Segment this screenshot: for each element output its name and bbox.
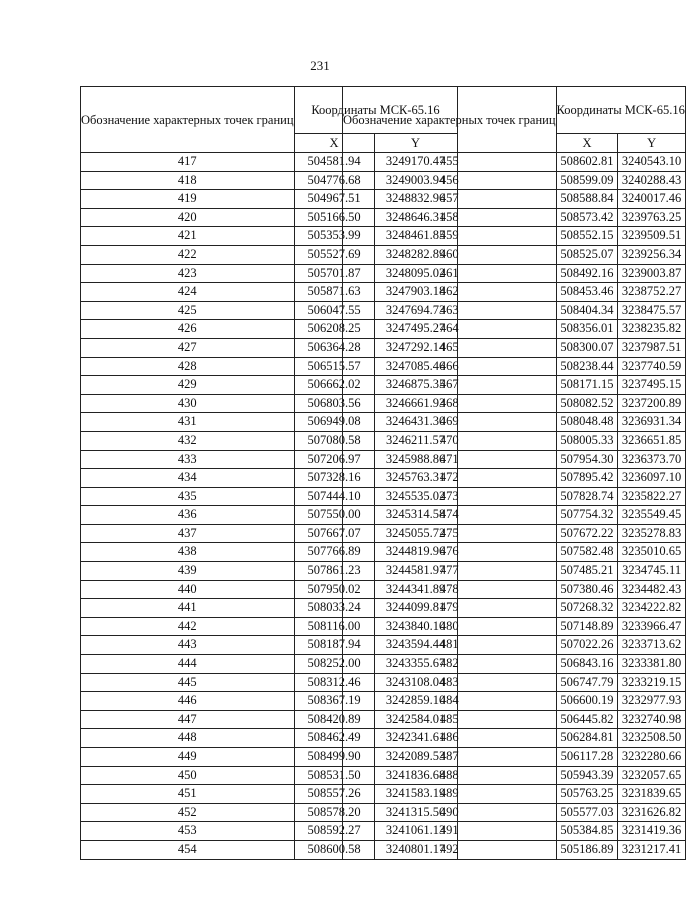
table-row (343, 413, 686, 432)
x-cell: 505701.87 (294, 264, 374, 283)
y-cell: 3238475.57 (618, 301, 685, 320)
x-cell: 507754.32 (556, 506, 618, 525)
x-cell: 506515.57 (294, 357, 374, 376)
table-row (343, 710, 686, 729)
x-cell: 508588.84 (556, 190, 618, 209)
point-id-cell: 476 (343, 543, 557, 562)
x-cell: 507861.23 (294, 562, 374, 581)
point-id-cell: 492 (343, 840, 557, 859)
x-cell: 508599.09 (556, 171, 618, 190)
table-body-right (343, 153, 686, 860)
y-cell: 3247292.14 (374, 338, 457, 357)
y-cell: 3247085.46 (374, 357, 457, 376)
y-cell: 3244581.97 (374, 562, 457, 581)
x-cell: 508578.20 (294, 803, 374, 822)
table-row (343, 301, 686, 320)
x-cell: 506208.25 (294, 320, 374, 339)
x-cell: 507672.22 (556, 524, 618, 543)
x-cell: 506600.19 (556, 692, 618, 711)
point-id-cell: 449 (81, 748, 295, 767)
point-id-cell: 431 (81, 413, 295, 432)
y-cell: 3248832.96 (374, 190, 457, 209)
point-id-cell: 479 (343, 599, 557, 618)
y-cell: 3246211.57 (374, 431, 457, 450)
point-id-cell: 422 (81, 245, 295, 264)
x-cell: 507485.21 (556, 562, 618, 581)
y-cell: 3232977.93 (618, 692, 685, 711)
x-cell: 508171.15 (556, 376, 618, 395)
x-cell: 508600.58 (294, 840, 374, 859)
x-cell: 504776.68 (294, 171, 374, 190)
x-cell: 508557.26 (294, 785, 374, 804)
table-row (343, 840, 686, 859)
x-cell: 507080.58 (294, 431, 374, 450)
y-cell: 3239763.25 (618, 208, 685, 227)
x-cell: 508552.15 (556, 227, 618, 246)
header-designation: Обозначение характерных точек границ (81, 87, 295, 153)
y-cell: 3232280.66 (618, 748, 685, 767)
point-id-cell: 461 (343, 264, 557, 283)
y-cell: 3241061.13 (374, 822, 457, 841)
point-id-cell: 450 (81, 766, 295, 785)
x-cell: 508499.90 (294, 748, 374, 767)
x-cell: 508005.33 (556, 431, 618, 450)
y-cell: 3239003.87 (618, 264, 685, 283)
y-cell: 3241315.50 (374, 803, 457, 822)
point-id-cell: 417 (81, 153, 295, 172)
point-id-cell: 459 (343, 227, 557, 246)
point-id-cell: 418 (81, 171, 295, 190)
y-cell: 3249003.94 (374, 171, 457, 190)
header-coordinates: Координаты МСК-65.16 (294, 87, 457, 134)
y-cell: 3235278.83 (618, 524, 685, 543)
table-row (343, 283, 686, 302)
table-row (343, 469, 686, 488)
point-id-cell: 477 (343, 562, 557, 581)
y-cell: 3243594.44 (374, 636, 457, 655)
x-cell: 508525.07 (556, 245, 618, 264)
x-cell: 507667.07 (294, 524, 374, 543)
y-cell: 3234482.43 (618, 580, 685, 599)
y-cell: 3238752.27 (618, 283, 685, 302)
point-id-cell: 488 (343, 766, 557, 785)
x-cell: 505166.50 (294, 208, 374, 227)
table-row (343, 431, 686, 450)
y-cell: 3247495.27 (374, 320, 457, 339)
x-cell: 506949.08 (294, 413, 374, 432)
point-id-cell: 429 (81, 376, 295, 395)
x-cell: 508367.19 (294, 692, 374, 711)
table-row (343, 338, 686, 357)
point-id-cell: 463 (343, 301, 557, 320)
y-cell: 3239509.51 (618, 227, 685, 246)
point-id-cell: 473 (343, 487, 557, 506)
coordinates-table-right (342, 86, 686, 860)
point-id-cell: 490 (343, 803, 557, 822)
y-cell: 3243355.67 (374, 655, 457, 674)
point-id-cell: 491 (343, 822, 557, 841)
table-row (343, 785, 686, 804)
table-row (343, 673, 686, 692)
table-row (343, 766, 686, 785)
y-cell: 3231839.65 (618, 785, 685, 804)
y-cell: 3235010.65 (618, 543, 685, 562)
x-cell: 508404.34 (556, 301, 618, 320)
x-cell: 505186.89 (556, 840, 618, 859)
x-cell: 506747.79 (556, 673, 618, 692)
x-cell: 507828.74 (556, 487, 618, 506)
point-id-cell: 428 (81, 357, 295, 376)
table-row (343, 487, 686, 506)
y-cell: 3242859.10 (374, 692, 457, 711)
y-cell: 3234222.82 (618, 599, 685, 618)
table-row (343, 543, 686, 562)
point-id-cell: 485 (343, 710, 557, 729)
x-cell: 505871.63 (294, 283, 374, 302)
point-id-cell: 475 (343, 524, 557, 543)
table-row (343, 208, 686, 227)
table-row (343, 320, 686, 339)
x-cell: 507895.42 (556, 469, 618, 488)
point-id-cell: 480 (343, 617, 557, 636)
x-cell: 508312.46 (294, 673, 374, 692)
table-row (343, 692, 686, 711)
y-cell: 3237987.51 (618, 338, 685, 357)
table-row (343, 153, 686, 172)
y-cell: 3248095.02 (374, 264, 457, 283)
y-cell: 3248461.85 (374, 227, 457, 246)
x-cell: 505527.69 (294, 245, 374, 264)
x-cell: 508573.42 (556, 208, 618, 227)
point-id-cell: 466 (343, 357, 557, 376)
x-cell: 508033.24 (294, 599, 374, 618)
y-cell: 3232057.65 (618, 766, 685, 785)
x-cell: 506662.02 (294, 376, 374, 395)
y-cell: 3241583.19 (374, 785, 457, 804)
point-id-cell: 460 (343, 245, 557, 264)
x-cell: 506843.16 (556, 655, 618, 674)
point-id-cell: 430 (81, 394, 295, 413)
x-cell: 506803.56 (294, 394, 374, 413)
header-y: Y (618, 134, 685, 153)
x-cell: 508082.52 (556, 394, 618, 413)
point-id-cell: 451 (81, 785, 295, 804)
point-id-cell: 435 (81, 487, 295, 506)
y-cell: 3240543.10 (618, 153, 685, 172)
point-id-cell: 468 (343, 394, 557, 413)
x-cell: 508238.44 (556, 357, 618, 376)
header-x: X (556, 134, 618, 153)
point-id-cell: 442 (81, 617, 295, 636)
point-id-cell: 436 (81, 506, 295, 525)
header-designation: Обозначение характерных точек границ (343, 87, 557, 153)
y-cell: 3244819.96 (374, 543, 457, 562)
point-id-cell: 427 (81, 338, 295, 357)
table-row (343, 822, 686, 841)
point-id-cell: 457 (343, 190, 557, 209)
point-id-cell: 424 (81, 283, 295, 302)
table-row (343, 171, 686, 190)
point-id-cell: 432 (81, 431, 295, 450)
x-cell: 507582.48 (556, 543, 618, 562)
y-cell: 3249170.47 (374, 153, 457, 172)
y-cell: 3247694.73 (374, 301, 457, 320)
point-id-cell: 423 (81, 264, 295, 283)
x-cell: 508187.94 (294, 636, 374, 655)
y-cell: 3235549.45 (618, 506, 685, 525)
y-cell: 3237740.59 (618, 357, 685, 376)
x-cell: 507328.16 (294, 469, 374, 488)
x-cell: 507148.89 (556, 617, 618, 636)
y-cell: 3231217.41 (618, 840, 685, 859)
x-cell: 507444.10 (294, 487, 374, 506)
point-id-cell: 465 (343, 338, 557, 357)
point-id-cell: 471 (343, 450, 557, 469)
x-cell: 508602.81 (556, 153, 618, 172)
point-id-cell: 433 (81, 450, 295, 469)
page-number: 231 (310, 58, 330, 73)
y-cell: 3241836.68 (374, 766, 457, 785)
table-row (343, 357, 686, 376)
table-row (343, 580, 686, 599)
y-cell: 3232508.50 (618, 729, 685, 748)
y-cell: 3236931.34 (618, 413, 685, 432)
y-cell: 3236651.85 (618, 431, 685, 450)
point-id-cell: 420 (81, 208, 295, 227)
x-cell: 505353.99 (294, 227, 374, 246)
y-cell: 3235822.27 (618, 487, 685, 506)
y-cell: 3240017.46 (618, 190, 685, 209)
x-cell: 508356.01 (556, 320, 618, 339)
y-cell: 3245535.02 (374, 487, 457, 506)
x-cell: 508592.27 (294, 822, 374, 841)
y-cell: 3247903.18 (374, 283, 457, 302)
point-id-cell: 458 (343, 208, 557, 227)
x-cell: 505763.25 (556, 785, 618, 804)
x-cell: 508492.16 (556, 264, 618, 283)
point-id-cell: 487 (343, 748, 557, 767)
x-cell: 508252.00 (294, 655, 374, 674)
point-id-cell: 453 (81, 822, 295, 841)
point-id-cell: 478 (343, 580, 557, 599)
point-id-cell: 456 (343, 171, 557, 190)
x-cell: 507022.26 (556, 636, 618, 655)
x-cell: 505943.39 (556, 766, 618, 785)
y-cell: 3246875.35 (374, 376, 457, 395)
point-id-cell: 419 (81, 190, 295, 209)
point-id-cell: 438 (81, 543, 295, 562)
y-cell: 3238235.82 (618, 320, 685, 339)
x-cell: 507766.89 (294, 543, 374, 562)
header-y: Y (374, 134, 457, 153)
point-id-cell: 425 (81, 301, 295, 320)
x-cell: 508462.49 (294, 729, 374, 748)
point-id-cell: 470 (343, 431, 557, 450)
x-cell: 508116.00 (294, 617, 374, 636)
x-cell: 505577.03 (556, 803, 618, 822)
point-id-cell: 455 (343, 153, 557, 172)
x-cell: 508048.48 (556, 413, 618, 432)
table-row (343, 506, 686, 525)
y-cell: 3243840.10 (374, 617, 457, 636)
x-cell: 508453.46 (556, 283, 618, 302)
point-id-cell: 489 (343, 785, 557, 804)
point-id-cell: 464 (343, 320, 557, 339)
x-cell: 507380.46 (556, 580, 618, 599)
point-id-cell: 454 (81, 840, 295, 859)
table-row (343, 655, 686, 674)
point-id-cell: 439 (81, 562, 295, 581)
x-cell: 506047.55 (294, 301, 374, 320)
x-cell: 505384.85 (556, 822, 618, 841)
point-id-cell: 469 (343, 413, 557, 432)
point-id-cell: 445 (81, 673, 295, 692)
x-cell: 506117.28 (556, 748, 618, 767)
y-cell: 3245988.86 (374, 450, 457, 469)
point-id-cell: 472 (343, 469, 557, 488)
x-cell: 506445.82 (556, 710, 618, 729)
table-row (343, 748, 686, 767)
point-id-cell: 481 (343, 636, 557, 655)
point-id-cell: 482 (343, 655, 557, 674)
y-cell: 3248646.31 (374, 208, 457, 227)
table-row (343, 562, 686, 581)
x-cell: 506364.28 (294, 338, 374, 357)
y-cell: 3242341.61 (374, 729, 457, 748)
table-row (343, 227, 686, 246)
point-id-cell: 434 (81, 469, 295, 488)
y-cell: 3245763.31 (374, 469, 457, 488)
x-cell: 507550.00 (294, 506, 374, 525)
y-cell: 3246431.30 (374, 413, 457, 432)
point-id-cell: 437 (81, 524, 295, 543)
point-id-cell: 444 (81, 655, 295, 674)
y-cell: 3234745.11 (618, 562, 685, 581)
x-cell: 507954.30 (556, 450, 618, 469)
table-row (343, 636, 686, 655)
table-row (343, 524, 686, 543)
table-row (343, 190, 686, 209)
y-cell: 3233713.62 (618, 636, 685, 655)
y-cell: 3236373.70 (618, 450, 685, 469)
x-cell: 507950.02 (294, 580, 374, 599)
x-cell: 504967.51 (294, 190, 374, 209)
table-row (343, 803, 686, 822)
y-cell: 3245314.58 (374, 506, 457, 525)
point-id-cell: 426 (81, 320, 295, 339)
header-coordinates: Координаты МСК-65.16 (556, 87, 685, 134)
y-cell: 3233381.80 (618, 655, 685, 674)
point-id-cell: 448 (81, 729, 295, 748)
point-id-cell: 441 (81, 599, 295, 618)
x-cell: 507268.32 (556, 599, 618, 618)
y-cell: 3240288.43 (618, 171, 685, 190)
y-cell: 3245055.72 (374, 524, 457, 543)
point-id-cell: 452 (81, 803, 295, 822)
point-id-cell: 440 (81, 580, 295, 599)
y-cell: 3232740.98 (618, 710, 685, 729)
header-x: X (294, 134, 374, 153)
y-cell: 3233966.47 (618, 617, 685, 636)
x-cell: 507206.97 (294, 450, 374, 469)
table-row (343, 729, 686, 748)
table-row (343, 394, 686, 413)
y-cell: 3240801.17 (374, 840, 457, 859)
y-cell: 3236097.10 (618, 469, 685, 488)
x-cell: 504581.94 (294, 153, 374, 172)
y-cell: 3237200.89 (618, 394, 685, 413)
y-cell: 3243108.04 (374, 673, 457, 692)
point-id-cell: 443 (81, 636, 295, 655)
point-id-cell: 446 (81, 692, 295, 711)
table-row (343, 617, 686, 636)
y-cell: 3242584.01 (374, 710, 457, 729)
x-cell: 508420.89 (294, 710, 374, 729)
y-cell: 3248282.89 (374, 245, 457, 264)
table-row (343, 376, 686, 395)
table-row (343, 264, 686, 283)
y-cell: 3239256.34 (618, 245, 685, 264)
y-cell: 3231626.82 (618, 803, 685, 822)
x-cell: 508531.50 (294, 766, 374, 785)
table-row (343, 599, 686, 618)
table-row (343, 450, 686, 469)
point-id-cell: 486 (343, 729, 557, 748)
x-cell: 508300.07 (556, 338, 618, 357)
y-cell: 3244099.81 (374, 599, 457, 618)
point-id-cell: 421 (81, 227, 295, 246)
x-cell: 506284.81 (556, 729, 618, 748)
point-id-cell: 447 (81, 710, 295, 729)
y-cell: 3242089.53 (374, 748, 457, 767)
point-id-cell: 484 (343, 692, 557, 711)
y-cell: 3244341.89 (374, 580, 457, 599)
point-id-cell: 462 (343, 283, 557, 302)
point-id-cell: 467 (343, 376, 557, 395)
table-row (343, 245, 686, 264)
y-cell: 3246661.93 (374, 394, 457, 413)
y-cell: 3233219.15 (618, 673, 685, 692)
point-id-cell: 474 (343, 506, 557, 525)
y-cell: 3237495.15 (618, 376, 685, 395)
y-cell: 3231419.36 (618, 822, 685, 841)
point-id-cell: 483 (343, 673, 557, 692)
